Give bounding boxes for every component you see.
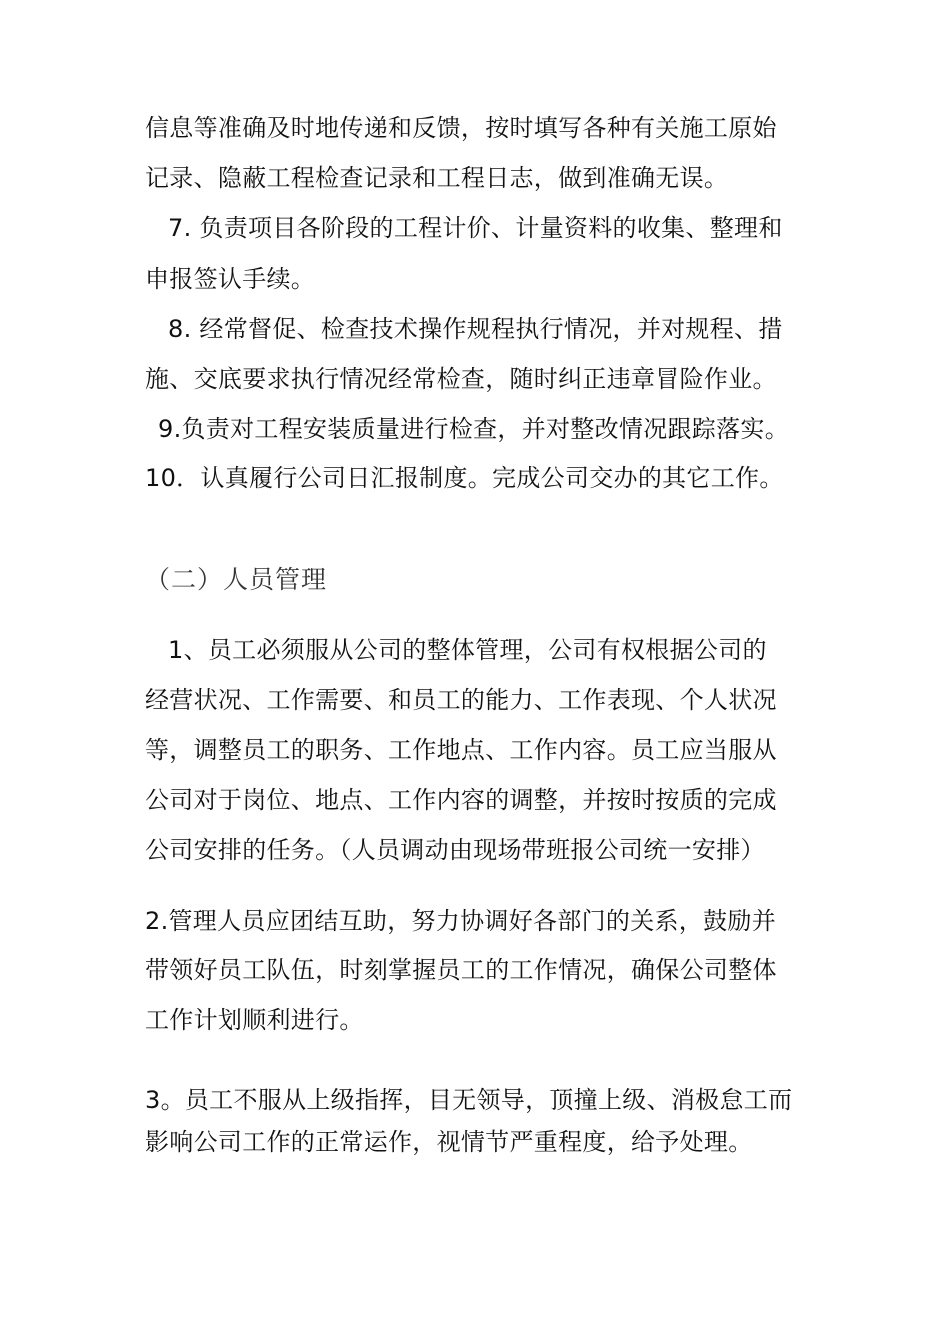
paragraph-line: 申报签认手续。 [145,265,316,293]
paragraph-line: 公司安排的任务。（人员调动由现场带班报公司统一安排） [145,836,765,864]
list-item-2: 2.管理人员应团结互助，努力协调好各部门的关系，鼓励并 [145,907,776,935]
list-item-1: 1、员工必须服从公司的整体管理，公司有权根据公司的 [168,636,767,664]
paragraph-line: 经营状况、工作需要、和员工的能力、工作表现、个人状况 [145,686,777,714]
paragraph-line: 公司对于岗位、地点、工作内容的调整，并按时按质的完成 [145,786,777,814]
list-item-10: 10．认真履行公司日汇报制度。完成公司交办的其它工作。 [145,464,784,492]
list-item-8: 8. 经常督促、检查技术操作规程执行情况，并对规程、措 [168,315,783,343]
paragraph-line: 施、交底要求执行情况经常检查，随时纠正违章冒险作业。 [145,365,777,393]
paragraph-line: 带领好员工队伍，时刻掌握员工的工作情况，确保公司整体 [145,956,777,984]
paragraph-line: 影响公司工作的正常运作，视情节严重程度，给予处理。 [145,1128,753,1156]
paragraph-line: 等，调整员工的职务、工作地点、工作内容。员工应当服从 [145,736,777,764]
list-item-3: 3。员工不服从上级指挥，目无领导，顶撞上级、消极怠工而 [145,1086,793,1114]
paragraph-line: 工作计划顺利进行。 [145,1006,364,1034]
paragraph-line: 记录、隐蔽工程检查记录和工程日志，做到准确无误。 [145,164,729,192]
paragraph-line: 信息等准确及时地传递和反馈，按时填写各种有关施工原始 [145,114,777,142]
list-item-7: 7. 负责项目各阶段的工程计价、计量资料的收集、整理和 [168,214,783,242]
list-item-9: 9.负责对工程安装质量进行检查，并对整改情况跟踪落实。 [158,415,789,443]
section-heading: （二）人员管理 [145,565,328,594]
